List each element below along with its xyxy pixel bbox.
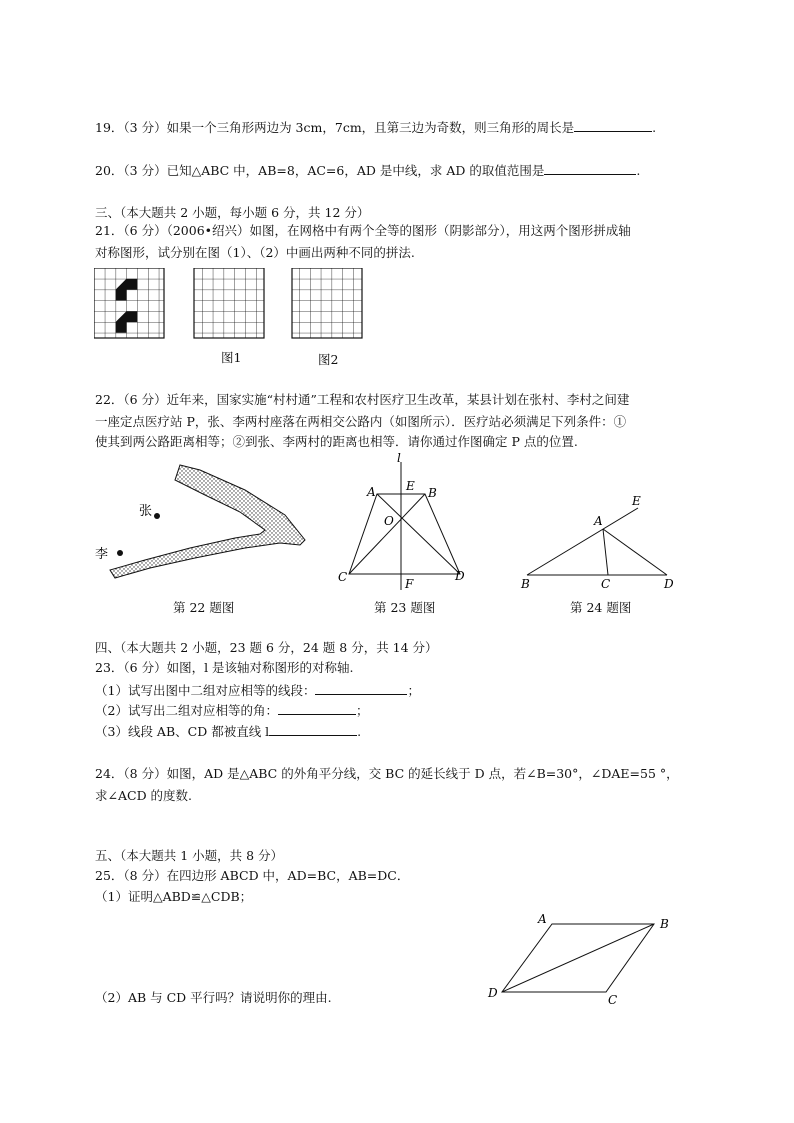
label-B: B — [428, 486, 437, 500]
q22-line2: 一座定点医疗站 P，张、李两村座落在两相交公路内（如图所示）．医疗站必须满足下列条件：① — [95, 414, 627, 429]
section-3-heading: 三、（本大题共 2 小题，每小题 6 分，共 12 分） — [95, 205, 370, 220]
q22-line1: 22．（6 分）近年来，国家实施“村村通”工程和农村医疗卫生改革，某县计划在张村、李村之间建 — [95, 392, 630, 407]
label-A: A — [367, 485, 376, 499]
zhang-village-point — [154, 513, 160, 519]
grid-example — [94, 268, 164, 338]
grid-figure-2[interactable] — [292, 268, 362, 338]
q22-line3: 使其到两公路距离相等；②到张、李两村的距离也相等．请你通过作图确定 P 点的位置. — [95, 434, 578, 449]
label-A: A — [538, 912, 547, 926]
label-A: A — [594, 514, 603, 528]
figure-24 — [515, 488, 685, 593]
q25-item2: （2）AB 与 CD 平行吗？请说明你的理由. — [95, 990, 332, 1005]
q25-line1: 25．（8 分）在四边形 ABCD 中，AD=BC，AB=DC． — [95, 868, 410, 883]
label-D: D — [488, 986, 498, 1000]
answer-blank[interactable] — [278, 702, 356, 715]
li-village-point — [117, 550, 123, 556]
label-l: l — [397, 451, 401, 465]
label-E: E — [632, 494, 641, 508]
label-zhang: 张 — [139, 504, 153, 519]
figure-23 — [335, 450, 475, 592]
label-C: C — [608, 993, 618, 1007]
answer-blank[interactable] — [269, 723, 357, 736]
label-D: D — [455, 569, 465, 583]
label-D: D — [664, 577, 674, 591]
caption-fig2: 图2 — [318, 352, 339, 367]
q21-line2: 对称图形，试分别在图（1）、（2）中画出两种不同的拼法. — [95, 245, 415, 260]
answer-blank[interactable] — [544, 162, 636, 175]
q23-line1: 23．（6 分）如图，l 是该轴对称图形的对称轴. — [95, 660, 354, 675]
segment-AC — [603, 529, 608, 575]
label-B: B — [660, 917, 669, 931]
label-B: B — [521, 577, 530, 591]
caption-22: 第 22 题图 — [173, 600, 235, 615]
section-4-heading: 四、（本大题共 2 小题，23 题 6 分，24 题 8 分，共 14 分） — [95, 640, 438, 655]
diagonal-AD — [377, 494, 460, 574]
diagonal-BD — [502, 924, 654, 992]
ray-BE — [527, 508, 638, 575]
label-E: E — [406, 479, 415, 493]
label-C: C — [601, 577, 611, 591]
grid-figure-1[interactable] — [194, 268, 264, 338]
figure-22 — [95, 460, 315, 590]
q23-item2: （2）试写出二组对应相等的角： ； — [95, 703, 369, 718]
answer-blank[interactable] — [315, 682, 407, 695]
q24-line1: 24．（8 分）如图，AD 是△ABC 的外角平分线，交 BC 的延长线于 D 点，若∠B=30°，∠DAE=55 °， — [95, 766, 679, 781]
trapezoid — [349, 494, 460, 574]
label-O: O — [384, 514, 394, 528]
q24-line2: 求∠ACD 的度数. — [95, 788, 193, 803]
road-shape — [110, 465, 305, 578]
caption-24: 第 24 题图 — [570, 600, 632, 615]
q23-item3: （3）线段 AB、CD 都被直线 l . — [95, 724, 362, 739]
q23-item1: （1）试写出图中二组对应相等的线段： ； — [95, 683, 420, 698]
label-li: 李 — [95, 547, 109, 562]
segment-AD — [603, 529, 667, 575]
section-5-heading: 五、（本大题共 1 小题，共 8 分） — [95, 848, 284, 863]
q21-grids — [94, 268, 394, 342]
label-C: C — [338, 570, 348, 584]
q25-item1: （1）证明△ABD≌△CDB； — [95, 889, 253, 904]
figure-25 — [484, 907, 684, 1007]
q19-text: 19．（3 分）如果一个三角形两边为 3cm，7cm，且第三边为奇数，则三角形的周长是 — [95, 120, 575, 135]
question-20: 20．（3 分）已知△ABC 中，AB=8，AC=6，AD 是中线，求 AD 的取值范围是 . — [95, 163, 641, 178]
diagonal-BC — [349, 494, 425, 574]
q20-text: 20．（3 分）已知△ABC 中，AB=8，AC=6，AD 是中线，求 AD 的取值范围是 — [95, 163, 545, 178]
label-F: F — [405, 577, 414, 591]
question-19: 19．（3 分）如果一个三角形两边为 3cm，7cm，且第三边为奇数，则三角形的周长是 . — [95, 120, 657, 135]
caption-23: 第 23 题图 — [374, 600, 436, 615]
answer-blank[interactable] — [574, 119, 652, 132]
q21-line1: 21．（6 分）（2006•绍兴）如图，在网格中有两个全等的图形（阴影部分），用这两个图形拼成轴 — [95, 223, 631, 238]
caption-fig1: 图1 — [221, 350, 242, 365]
